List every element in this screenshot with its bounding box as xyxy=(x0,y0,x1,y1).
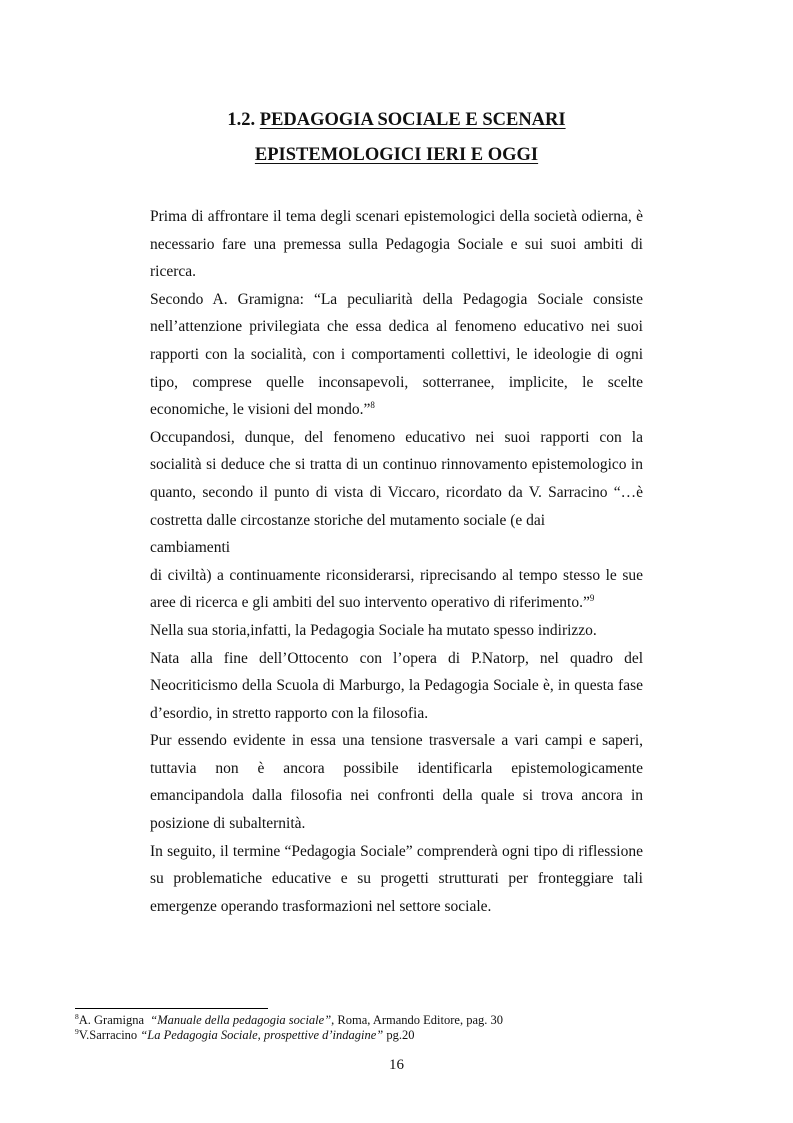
footnote-9-author: V.Sarracino xyxy=(78,1028,138,1042)
section-title-part-2: EPISTEMOLOGICI IERI E OGGI xyxy=(254,145,539,165)
paragraph-2-text: Secondo A. Gramigna: “La peculiarità della Pedagogia Sociale consiste nell’attenzione privilegiata che essa dedica al fenomeno educativo nei suoi rapporti con la socialità, con i comportamenti collettivi, le ideologie di ogni tipo, comprese quelle inconsapevoli, sotterranee, implicite, le scelte economiche, le visioni del mondo.” xyxy=(150,290,643,419)
paragraph-1-text: Prima di affrontare il tema degli scenari epistemologici della società odierna, è necessario fare una premessa sulla Pedagogia Sociale e sui suoi ambiti di ricerca. xyxy=(150,208,643,281)
paragraph-1 xyxy=(150,203,643,286)
body-text xyxy=(150,203,643,920)
footnotes xyxy=(75,1013,675,1043)
paragraph-5-text: Nata alla fine dell’Ottocento con l’opera di P.Natorp, nel quadro del Neocriticismo della Scuola di Marburgo, la Pedagogia Sociale è, in questa fase d’esordio, in stretto rapporto con la filosofia. xyxy=(150,649,643,722)
paragraph-6-text: Pur essendo evidente in essa una tensione trasversale a vari campi e saperi, tuttavia non è ancora possibile identificarla epistemologicamente emancipandola dalla filosofia nei confronti della quale si trova ancora in posizione di subalternità. xyxy=(150,732,643,833)
footnote-9 xyxy=(75,1028,675,1043)
footnote-9-title: “La Pedagogia Sociale, prospettive d’indagine” xyxy=(140,1028,384,1042)
paragraph-5 xyxy=(150,645,643,728)
footnote-8-author: A. Gramigna xyxy=(78,1013,145,1027)
paragraph-6 xyxy=(150,727,643,837)
footnote-9-rest: pg.20 xyxy=(383,1028,415,1042)
footnote-8-rest: , Roma, Armando Editore, pag. 30 xyxy=(331,1013,504,1027)
footnote-ref-8: 8 xyxy=(370,400,375,411)
footnote-8-mark: 8 xyxy=(75,1012,79,1021)
paragraph-3-text-b: cambiamenti xyxy=(150,539,231,557)
paragraph-2 xyxy=(150,286,643,424)
section-heading-line-1 xyxy=(150,110,643,130)
paragraph-7-text: In seguito, il termine “Pedagogia Sociale” comprenderà ogni tipo di riflessione su problematiche educative e su progetti strutturati per fronteggiare tali emergenze operando trasformazioni nel settore sociale. xyxy=(150,842,643,915)
page-number: 16 xyxy=(389,1057,404,1073)
paragraph-7 xyxy=(150,838,643,921)
section-heading-line-2 xyxy=(150,145,643,165)
section-number: 1.2. xyxy=(227,110,256,130)
footnote-9-mark: 9 xyxy=(75,1027,79,1036)
paragraph-3-text-a: Occupandosi, dunque, del fenomeno educativo nei suoi rapporti con la socialità si deduce che si tratta di un continuo rinnovamento epistemologico in quanto, secondo il punto di vista di Viccaro, ricordato da V. Sarracino “…è costretta dalle circostanze storiche del mutamento sociale (e dai xyxy=(150,428,643,529)
paragraph-3-text-c: di civiltà) a continuamente riconsiderarsi, riprecisando al tempo stesso le sue aree di ricerca e gli ambiti del suo intervento operativo di riferimento.” xyxy=(150,566,643,612)
section-title-part-1: PEDAGOGIA SOCIALE E SCENARI xyxy=(259,110,566,130)
paragraph-4 xyxy=(150,617,643,645)
paragraph-3 xyxy=(150,424,643,617)
footnote-separator xyxy=(75,1008,268,1009)
footnote-8 xyxy=(75,1013,675,1028)
footnote-8-title: “Manuale della pedagogia sociale” xyxy=(150,1013,332,1027)
paragraph-4-text: Nella sua storia,infatti, la Pedagogia Sociale ha mutato spesso indirizzo. xyxy=(150,621,597,639)
footnote-ref-9: 9 xyxy=(589,593,595,604)
